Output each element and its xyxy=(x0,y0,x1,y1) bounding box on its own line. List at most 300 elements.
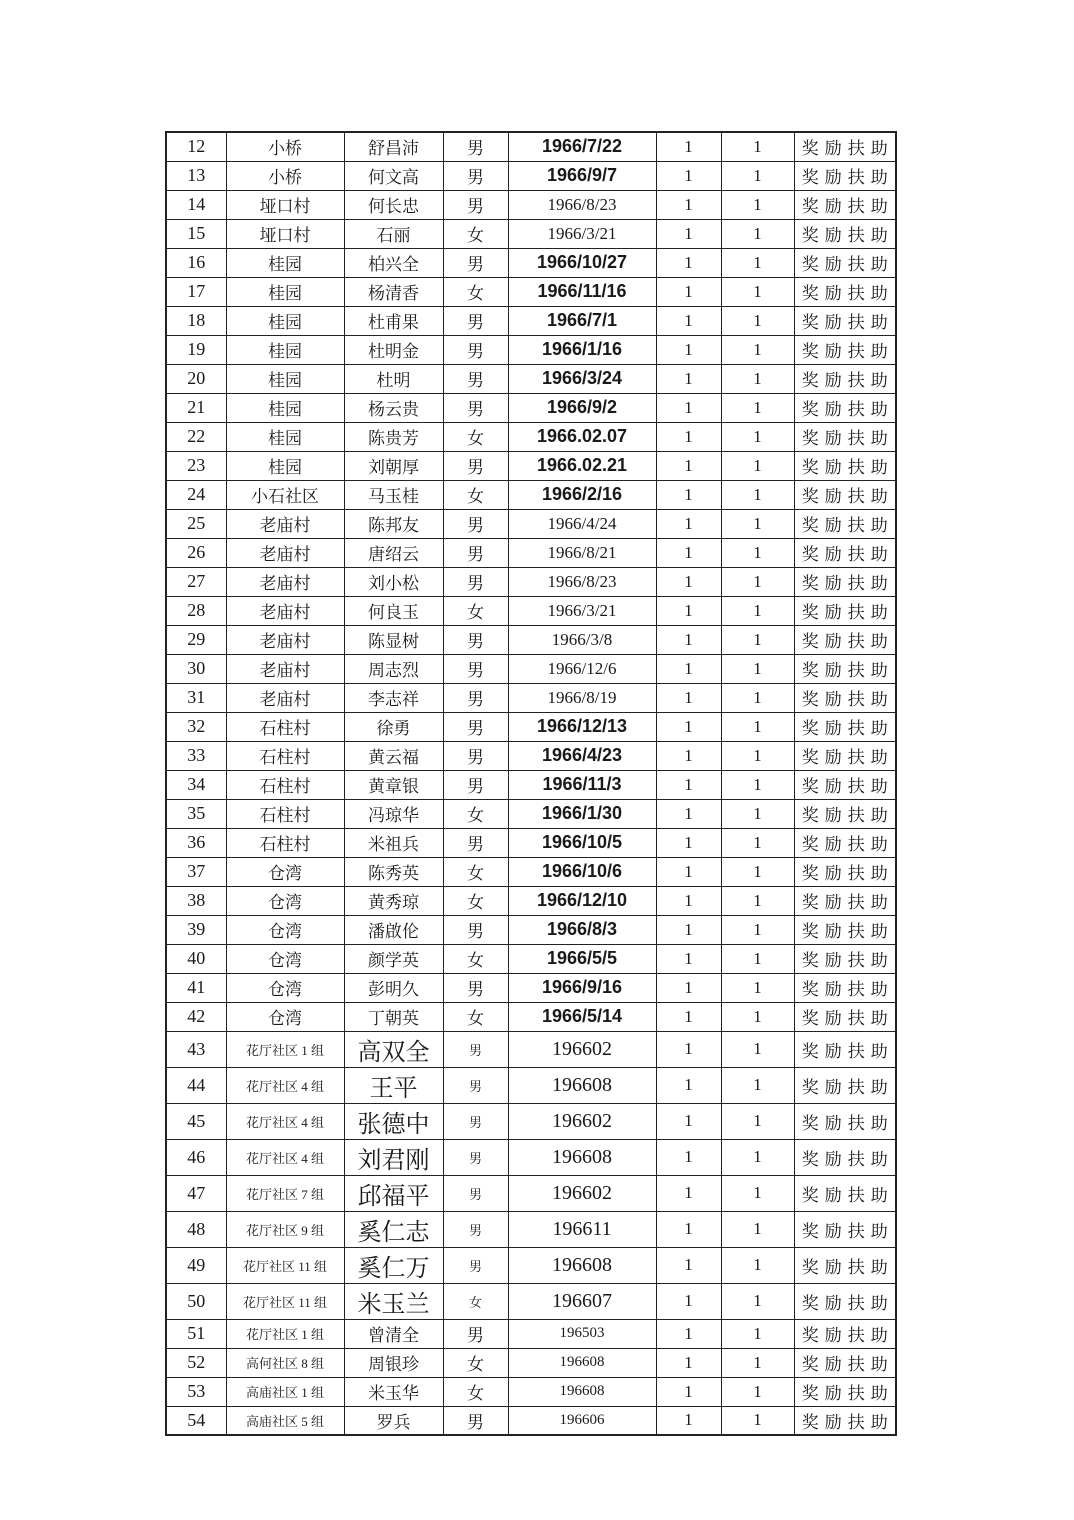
cell-row-number: 40 xyxy=(166,944,226,973)
cell-count-2: 1 xyxy=(721,335,794,364)
cell-person-name: 舒昌沛 xyxy=(344,132,443,161)
cell-gender: 男 xyxy=(443,190,508,219)
cell-count-2: 1 xyxy=(721,654,794,683)
cell-person-name: 马玉桂 xyxy=(344,480,443,509)
cell-count-2: 1 xyxy=(721,857,794,886)
cell-gender: 男 xyxy=(443,1406,508,1435)
cell-person-name: 何长忠 xyxy=(344,190,443,219)
cell-count-2: 1 xyxy=(721,886,794,915)
table-row xyxy=(166,741,896,770)
cell-row-number: 48 xyxy=(166,1211,226,1247)
cell-person-name: 彭明久 xyxy=(344,973,443,1002)
cell-status: 奖励扶助 xyxy=(794,393,896,422)
cell-gender: 女 xyxy=(443,480,508,509)
cell-gender: 女 xyxy=(443,799,508,828)
cell-count-1: 1 xyxy=(656,364,721,393)
cell-row-number: 54 xyxy=(166,1406,226,1435)
cell-person-name: 王平 xyxy=(344,1067,443,1103)
cell-village: 石柱村 xyxy=(226,712,344,741)
cell-gender: 男 xyxy=(443,509,508,538)
cell-village: 仓湾 xyxy=(226,944,344,973)
table-row xyxy=(166,683,896,712)
cell-count-2: 1 xyxy=(721,1283,794,1319)
cell-count-2: 1 xyxy=(721,248,794,277)
cell-row-number: 41 xyxy=(166,973,226,1002)
cell-village: 高庙社区 1 组 xyxy=(226,1377,344,1406)
cell-birthdate: 1966/10/5 xyxy=(508,828,656,857)
cell-gender: 男 xyxy=(443,1247,508,1283)
cell-person-name: 米祖兵 xyxy=(344,828,443,857)
cell-count-2: 1 xyxy=(721,161,794,190)
cell-count-1: 1 xyxy=(656,190,721,219)
cell-gender: 男 xyxy=(443,335,508,364)
cell-row-number: 20 xyxy=(166,364,226,393)
cell-row-number: 28 xyxy=(166,596,226,625)
cell-status: 奖励扶助 xyxy=(794,480,896,509)
cell-person-name: 陈显树 xyxy=(344,625,443,654)
cell-gender: 男 xyxy=(443,1319,508,1348)
cell-count-2: 1 xyxy=(721,219,794,248)
table-row xyxy=(166,799,896,828)
cell-row-number: 12 xyxy=(166,132,226,161)
table-row xyxy=(166,277,896,306)
cell-count-2: 1 xyxy=(721,712,794,741)
cell-gender: 男 xyxy=(443,248,508,277)
cell-village: 桂园 xyxy=(226,248,344,277)
table-row xyxy=(166,422,896,451)
cell-birthdate: 196602 xyxy=(508,1031,656,1067)
cell-row-number: 15 xyxy=(166,219,226,248)
cell-gender: 男 xyxy=(443,364,508,393)
cell-row-number: 24 xyxy=(166,480,226,509)
cell-birthdate: 1966.02.07 xyxy=(508,422,656,451)
cell-gender: 男 xyxy=(443,451,508,480)
cell-village: 桂园 xyxy=(226,306,344,335)
cell-gender: 男 xyxy=(443,828,508,857)
cell-birthdate: 1966/1/30 xyxy=(508,799,656,828)
cell-status: 奖励扶助 xyxy=(794,973,896,1002)
cell-village: 花厅社区 4 组 xyxy=(226,1067,344,1103)
table-row xyxy=(166,1406,896,1435)
cell-gender: 男 xyxy=(443,538,508,567)
table-row xyxy=(166,1175,896,1211)
cell-village: 高何社区 8 组 xyxy=(226,1348,344,1377)
cell-count-1: 1 xyxy=(656,1348,721,1377)
cell-gender: 男 xyxy=(443,1103,508,1139)
cell-village: 仓湾 xyxy=(226,857,344,886)
cell-count-2: 1 xyxy=(721,1067,794,1103)
cell-birthdate: 1966/9/7 xyxy=(508,161,656,190)
cell-row-number: 53 xyxy=(166,1377,226,1406)
cell-status: 奖励扶助 xyxy=(794,422,896,451)
cell-person-name: 何良玉 xyxy=(344,596,443,625)
cell-gender: 男 xyxy=(443,625,508,654)
cell-village: 花厅社区 1 组 xyxy=(226,1319,344,1348)
cell-row-number: 47 xyxy=(166,1175,226,1211)
cell-count-1: 1 xyxy=(656,1283,721,1319)
cell-gender: 男 xyxy=(443,770,508,799)
cell-count-1: 1 xyxy=(656,219,721,248)
cell-birthdate: 196608 xyxy=(508,1247,656,1283)
cell-row-number: 44 xyxy=(166,1067,226,1103)
cell-row-number: 29 xyxy=(166,625,226,654)
cell-village: 花厅社区 4 组 xyxy=(226,1103,344,1139)
cell-gender: 男 xyxy=(443,915,508,944)
cell-status: 奖励扶助 xyxy=(794,1348,896,1377)
table-row xyxy=(166,1211,896,1247)
cell-birthdate: 1966/7/22 xyxy=(508,132,656,161)
cell-gender: 男 xyxy=(443,161,508,190)
cell-village: 仓湾 xyxy=(226,973,344,1002)
cell-birthdate: 196608 xyxy=(508,1139,656,1175)
cell-count-1: 1 xyxy=(656,625,721,654)
cell-row-number: 18 xyxy=(166,306,226,335)
cell-count-2: 1 xyxy=(721,364,794,393)
cell-row-number: 14 xyxy=(166,190,226,219)
cell-count-2: 1 xyxy=(721,683,794,712)
cell-status: 奖励扶助 xyxy=(794,1319,896,1348)
cell-birthdate: 1966/3/21 xyxy=(508,596,656,625)
cell-count-1: 1 xyxy=(656,161,721,190)
cell-village: 仓湾 xyxy=(226,886,344,915)
cell-person-name: 杜甫果 xyxy=(344,306,443,335)
cell-village: 仓湾 xyxy=(226,915,344,944)
table-row xyxy=(166,451,896,480)
cell-status: 奖励扶助 xyxy=(794,1377,896,1406)
cell-count-1: 1 xyxy=(656,480,721,509)
cell-status: 奖励扶助 xyxy=(794,509,896,538)
cell-birthdate: 1966/3/8 xyxy=(508,625,656,654)
cell-count-2: 1 xyxy=(721,1002,794,1031)
cell-count-1: 1 xyxy=(656,1211,721,1247)
cell-count-1: 1 xyxy=(656,1319,721,1348)
cell-village: 老庙村 xyxy=(226,596,344,625)
cell-count-1: 1 xyxy=(656,451,721,480)
cell-person-name: 陈贵芳 xyxy=(344,422,443,451)
cell-status: 奖励扶助 xyxy=(794,567,896,596)
cell-row-number: 22 xyxy=(166,422,226,451)
cell-count-1: 1 xyxy=(656,277,721,306)
cell-count-1: 1 xyxy=(656,944,721,973)
cell-birthdate: 1966/1/16 xyxy=(508,335,656,364)
cell-person-name: 李志祥 xyxy=(344,683,443,712)
cell-count-2: 1 xyxy=(721,741,794,770)
cell-gender: 女 xyxy=(443,219,508,248)
cell-count-2: 1 xyxy=(721,132,794,161)
cell-row-number: 38 xyxy=(166,886,226,915)
cell-village: 花厅社区 4 组 xyxy=(226,1139,344,1175)
cell-birthdate: 1966/12/6 xyxy=(508,654,656,683)
table-row xyxy=(166,480,896,509)
table-row xyxy=(166,1139,896,1175)
cell-status: 奖励扶助 xyxy=(794,712,896,741)
cell-birthdate: 1966.02.21 xyxy=(508,451,656,480)
cell-village: 垭口村 xyxy=(226,219,344,248)
cell-row-number: 21 xyxy=(166,393,226,422)
cell-village: 花厅社区 7 组 xyxy=(226,1175,344,1211)
cell-row-number: 13 xyxy=(166,161,226,190)
cell-birthdate: 1966/5/14 xyxy=(508,1002,656,1031)
cell-birthdate: 1966/2/16 xyxy=(508,480,656,509)
cell-status: 奖励扶助 xyxy=(794,1175,896,1211)
cell-person-name: 唐绍云 xyxy=(344,538,443,567)
cell-village: 花厅社区 9 组 xyxy=(226,1211,344,1247)
cell-birthdate: 1966/7/1 xyxy=(508,306,656,335)
table-row xyxy=(166,364,896,393)
cell-count-1: 1 xyxy=(656,538,721,567)
cell-row-number: 51 xyxy=(166,1319,226,1348)
table-row xyxy=(166,915,896,944)
cell-row-number: 52 xyxy=(166,1348,226,1377)
cell-count-2: 1 xyxy=(721,1211,794,1247)
cell-status: 奖励扶助 xyxy=(794,1067,896,1103)
cell-count-2: 1 xyxy=(721,799,794,828)
cell-count-1: 1 xyxy=(656,596,721,625)
cell-status: 奖励扶助 xyxy=(794,306,896,335)
cell-count-2: 1 xyxy=(721,973,794,1002)
table-row xyxy=(166,1283,896,1319)
cell-status: 奖励扶助 xyxy=(794,1002,896,1031)
cell-birthdate: 196608 xyxy=(508,1377,656,1406)
cell-gender: 女 xyxy=(443,1002,508,1031)
cell-status: 奖励扶助 xyxy=(794,770,896,799)
table-row xyxy=(166,770,896,799)
cell-row-number: 42 xyxy=(166,1002,226,1031)
cell-count-1: 1 xyxy=(656,567,721,596)
cell-count-2: 1 xyxy=(721,1175,794,1211)
table-row xyxy=(166,248,896,277)
cell-village: 石柱村 xyxy=(226,770,344,799)
table-row xyxy=(166,393,896,422)
table-row xyxy=(166,1247,896,1283)
cell-count-2: 1 xyxy=(721,1348,794,1377)
cell-person-name: 周银珍 xyxy=(344,1348,443,1377)
cell-birthdate: 1966/10/6 xyxy=(508,857,656,886)
table-row xyxy=(166,712,896,741)
cell-person-name: 奚仁志 xyxy=(344,1211,443,1247)
cell-status: 奖励扶助 xyxy=(794,741,896,770)
table-row xyxy=(166,509,896,538)
cell-gender: 女 xyxy=(443,944,508,973)
cell-gender: 女 xyxy=(443,422,508,451)
table-row xyxy=(166,567,896,596)
cell-person-name: 刘朝厚 xyxy=(344,451,443,480)
cell-count-2: 1 xyxy=(721,306,794,335)
cell-row-number: 35 xyxy=(166,799,226,828)
cell-gender: 男 xyxy=(443,1175,508,1211)
cell-row-number: 34 xyxy=(166,770,226,799)
cell-count-1: 1 xyxy=(656,306,721,335)
cell-village: 小桥 xyxy=(226,161,344,190)
cell-row-number: 45 xyxy=(166,1103,226,1139)
cell-village: 老庙村 xyxy=(226,567,344,596)
cell-person-name: 米玉华 xyxy=(344,1377,443,1406)
cell-gender: 男 xyxy=(443,1067,508,1103)
cell-gender: 男 xyxy=(443,1139,508,1175)
cell-gender: 女 xyxy=(443,1377,508,1406)
cell-count-1: 1 xyxy=(656,248,721,277)
cell-status: 奖励扶助 xyxy=(794,248,896,277)
cell-person-name: 杜明 xyxy=(344,364,443,393)
cell-person-name: 黄秀琼 xyxy=(344,886,443,915)
cell-birthdate: 1966/8/23 xyxy=(508,567,656,596)
cell-status: 奖励扶助 xyxy=(794,683,896,712)
cell-gender: 男 xyxy=(443,567,508,596)
cell-row-number: 50 xyxy=(166,1283,226,1319)
cell-person-name: 曾清全 xyxy=(344,1319,443,1348)
cell-village: 垭口村 xyxy=(226,190,344,219)
cell-gender: 男 xyxy=(443,741,508,770)
cell-row-number: 27 xyxy=(166,567,226,596)
cell-count-1: 1 xyxy=(656,335,721,364)
cell-person-name: 潘啟伦 xyxy=(344,915,443,944)
cell-person-name: 何文高 xyxy=(344,161,443,190)
table-row xyxy=(166,1002,896,1031)
cell-count-2: 1 xyxy=(721,1031,794,1067)
cell-person-name: 米玉兰 xyxy=(344,1283,443,1319)
cell-row-number: 19 xyxy=(166,335,226,364)
cell-village: 桂园 xyxy=(226,393,344,422)
cell-row-number: 43 xyxy=(166,1031,226,1067)
table-row xyxy=(166,335,896,364)
cell-village: 仓湾 xyxy=(226,1002,344,1031)
table-row xyxy=(166,886,896,915)
cell-status: 奖励扶助 xyxy=(794,190,896,219)
cell-status: 奖励扶助 xyxy=(794,335,896,364)
cell-count-1: 1 xyxy=(656,973,721,1002)
cell-person-name: 邱福平 xyxy=(344,1175,443,1211)
cell-birthdate: 1966/11/3 xyxy=(508,770,656,799)
cell-row-number: 46 xyxy=(166,1139,226,1175)
table-row xyxy=(166,654,896,683)
cell-person-name: 柏兴全 xyxy=(344,248,443,277)
cell-count-1: 1 xyxy=(656,654,721,683)
cell-gender: 女 xyxy=(443,886,508,915)
cell-count-2: 1 xyxy=(721,828,794,857)
table-row xyxy=(166,1377,896,1406)
cell-count-1: 1 xyxy=(656,886,721,915)
cell-status: 奖励扶助 xyxy=(794,1139,896,1175)
cell-gender: 男 xyxy=(443,393,508,422)
cell-person-name: 高双全 xyxy=(344,1031,443,1067)
cell-status: 奖励扶助 xyxy=(794,1283,896,1319)
table-row xyxy=(166,625,896,654)
cell-count-1: 1 xyxy=(656,683,721,712)
cell-status: 奖励扶助 xyxy=(794,1103,896,1139)
table-row xyxy=(166,857,896,886)
cell-village: 花厅社区 11 组 xyxy=(226,1247,344,1283)
cell-gender: 女 xyxy=(443,1348,508,1377)
cell-count-1: 1 xyxy=(656,393,721,422)
cell-birthdate: 1966/8/23 xyxy=(508,190,656,219)
cell-village: 高庙社区 5 组 xyxy=(226,1406,344,1435)
cell-birthdate: 1966/12/10 xyxy=(508,886,656,915)
cell-birthdate: 1966/4/24 xyxy=(508,509,656,538)
table-row xyxy=(166,1067,896,1103)
cell-count-2: 1 xyxy=(721,625,794,654)
cell-status: 奖励扶助 xyxy=(794,886,896,915)
cell-status: 奖励扶助 xyxy=(794,857,896,886)
cell-person-name: 黄章银 xyxy=(344,770,443,799)
cell-person-name: 罗兵 xyxy=(344,1406,443,1435)
cell-count-1: 1 xyxy=(656,1103,721,1139)
cell-status: 奖励扶助 xyxy=(794,219,896,248)
cell-gender: 女 xyxy=(443,857,508,886)
cell-count-1: 1 xyxy=(656,132,721,161)
cell-count-1: 1 xyxy=(656,741,721,770)
cell-status: 奖励扶助 xyxy=(794,944,896,973)
cell-birthdate: 196602 xyxy=(508,1103,656,1139)
cell-birthdate: 196608 xyxy=(508,1067,656,1103)
cell-count-1: 1 xyxy=(656,799,721,828)
table-row xyxy=(166,1348,896,1377)
cell-count-1: 1 xyxy=(656,1247,721,1283)
cell-gender: 男 xyxy=(443,1031,508,1067)
cell-count-1: 1 xyxy=(656,1139,721,1175)
cell-count-1: 1 xyxy=(656,712,721,741)
cell-gender: 女 xyxy=(443,1283,508,1319)
cell-gender: 男 xyxy=(443,973,508,1002)
cell-village: 桂园 xyxy=(226,364,344,393)
cell-row-number: 36 xyxy=(166,828,226,857)
cell-birthdate: 1966/4/23 xyxy=(508,741,656,770)
cell-village: 老庙村 xyxy=(226,509,344,538)
cell-count-2: 1 xyxy=(721,422,794,451)
cell-person-name: 奚仁万 xyxy=(344,1247,443,1283)
cell-row-number: 32 xyxy=(166,712,226,741)
cell-status: 奖励扶助 xyxy=(794,654,896,683)
cell-count-1: 1 xyxy=(656,1377,721,1406)
cell-count-1: 1 xyxy=(656,770,721,799)
cell-gender: 男 xyxy=(443,1211,508,1247)
cell-status: 奖励扶助 xyxy=(794,538,896,567)
cell-birthdate: 1966/9/2 xyxy=(508,393,656,422)
cell-status: 奖励扶助 xyxy=(794,799,896,828)
cell-village: 老庙村 xyxy=(226,654,344,683)
cell-count-1: 1 xyxy=(656,1067,721,1103)
cell-status: 奖励扶助 xyxy=(794,364,896,393)
cell-birthdate: 1966/9/16 xyxy=(508,973,656,1002)
cell-birthdate: 1966/8/3 xyxy=(508,915,656,944)
cell-gender: 男 xyxy=(443,712,508,741)
cell-count-2: 1 xyxy=(721,596,794,625)
table-row xyxy=(166,973,896,1002)
cell-person-name: 石丽 xyxy=(344,219,443,248)
cell-row-number: 39 xyxy=(166,915,226,944)
cell-village: 桂园 xyxy=(226,277,344,306)
cell-person-name: 周志烈 xyxy=(344,654,443,683)
cell-row-number: 23 xyxy=(166,451,226,480)
cell-person-name: 冯琼华 xyxy=(344,799,443,828)
cell-person-name: 刘小松 xyxy=(344,567,443,596)
cell-person-name: 陈邦友 xyxy=(344,509,443,538)
cell-count-1: 1 xyxy=(656,509,721,538)
cell-count-2: 1 xyxy=(721,1247,794,1283)
cell-gender: 男 xyxy=(443,306,508,335)
cell-count-2: 1 xyxy=(721,915,794,944)
cell-count-2: 1 xyxy=(721,770,794,799)
cell-gender: 男 xyxy=(443,132,508,161)
cell-person-name: 杜明金 xyxy=(344,335,443,364)
cell-count-2: 1 xyxy=(721,451,794,480)
cell-count-2: 1 xyxy=(721,1139,794,1175)
cell-count-2: 1 xyxy=(721,1406,794,1435)
cell-status: 奖励扶助 xyxy=(794,1247,896,1283)
cell-row-number: 33 xyxy=(166,741,226,770)
cell-row-number: 26 xyxy=(166,538,226,567)
cell-birthdate: 196606 xyxy=(508,1406,656,1435)
cell-village: 老庙村 xyxy=(226,625,344,654)
